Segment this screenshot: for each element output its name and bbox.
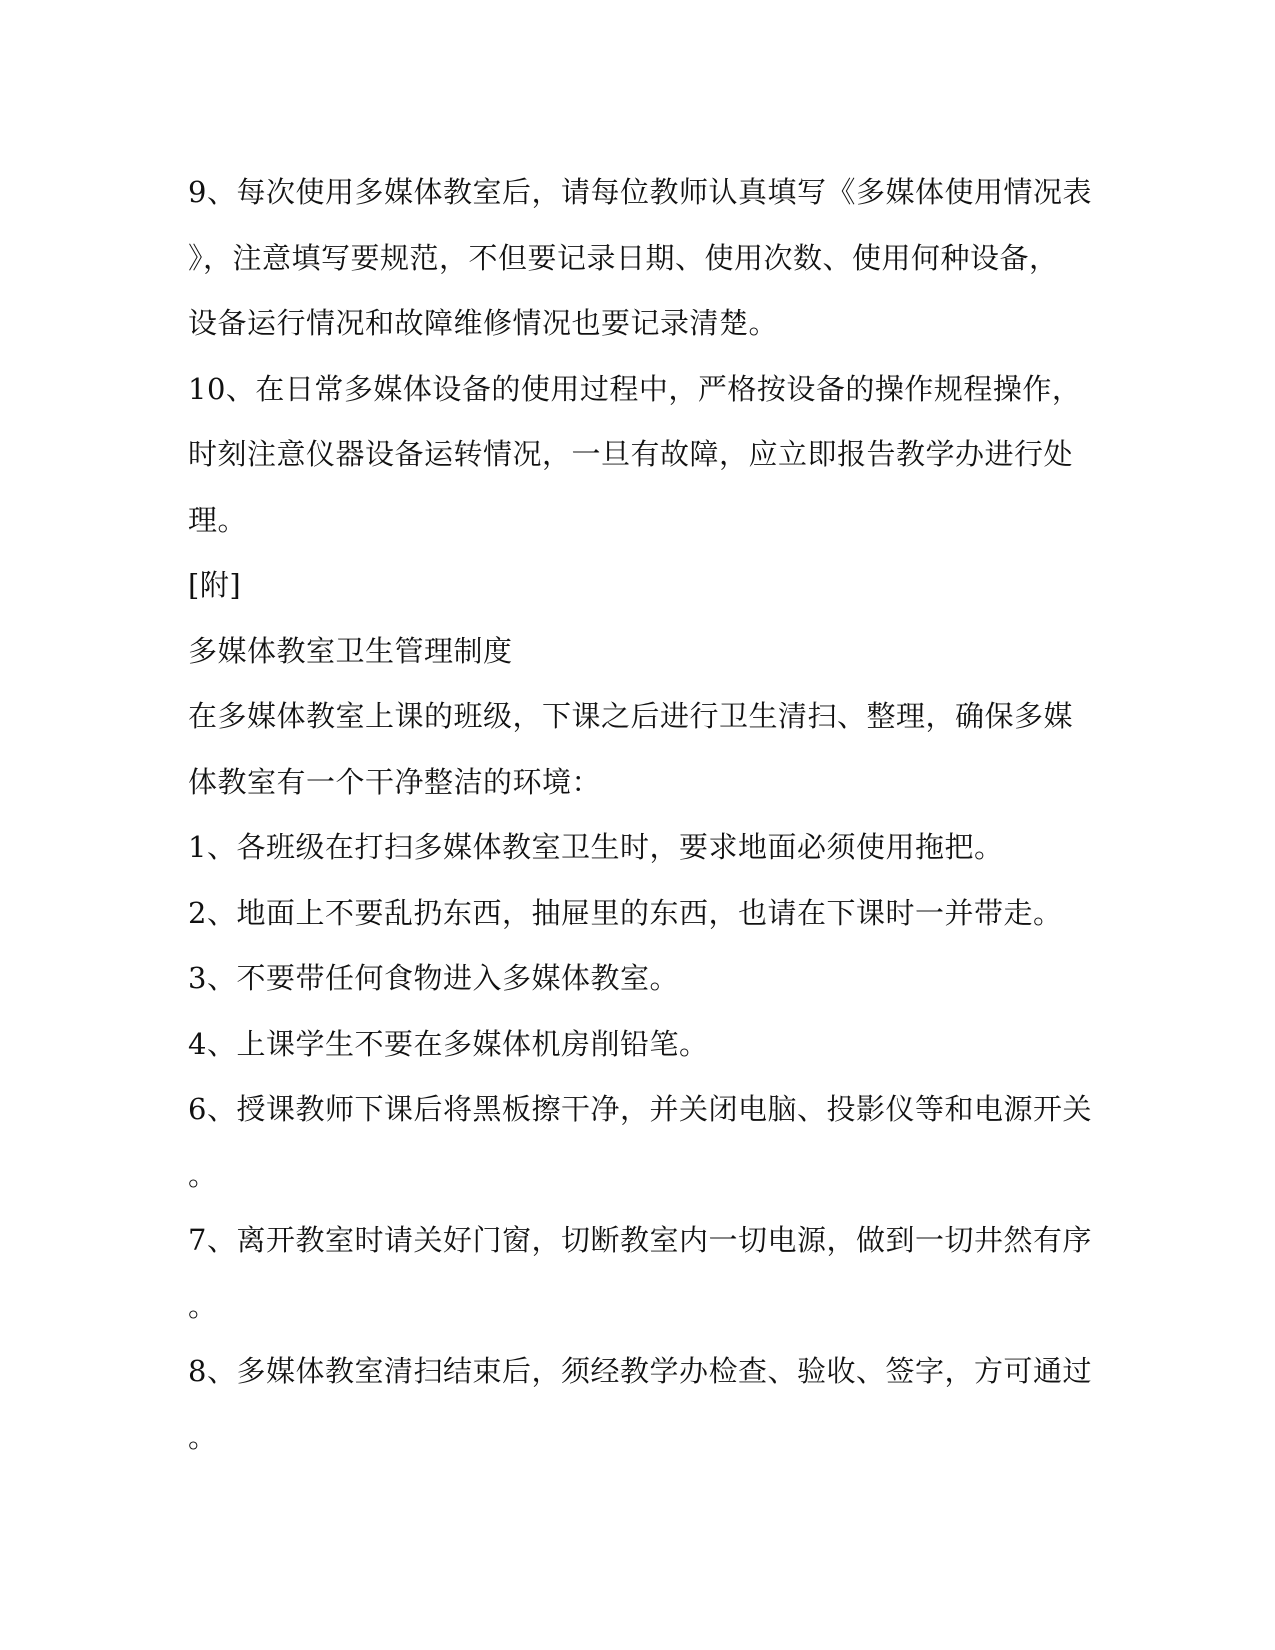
text-line: 9、每次使用多媒体教室后，请每位教师认真填写《多媒体使用情况表 xyxy=(188,175,1092,209)
text-line: 设备运行情况和故障维修情况也要记录清楚。 xyxy=(188,306,779,340)
text-line: 在多媒体教室上课的班级，下课之后进行卫生清扫、整理，确保多媒 xyxy=(188,699,1074,733)
list-item: 7、离开教室时请关好门窗，切断教室内一切电源，做到一切井然有序 xyxy=(188,1223,1092,1257)
text-line: 时刻注意仪器设备运转情况，一旦有故障，应立即报告教学办进行处 xyxy=(188,437,1074,471)
text-line: 体教室有一个干净整洁的环境： xyxy=(188,764,602,799)
list-item: 4、上课学生不要在多媒体机房削铅笔。 xyxy=(188,1026,709,1061)
list-item: 2、地面上不要乱扔东西，抽屉里的东西，也请在下课时一并带走。 xyxy=(188,895,1063,930)
list-item: 1、各班级在打扫多媒体教室卫生时，要求地面必须使用拖把。 xyxy=(188,830,1004,864)
text-line: 。 xyxy=(188,1419,218,1454)
text-line: 10、在日常多媒体设备的使用过程中，严格按设备的操作规程操作， xyxy=(188,371,1082,406)
list-item: 3、不要带任何食物进入多媒体教室。 xyxy=(188,961,679,995)
text-line: 。 xyxy=(188,1157,218,1192)
text-line: 理。 xyxy=(188,502,248,537)
document-body xyxy=(188,160,1092,1470)
list-item: 6、授课教师下课后将黑板擦干净，并关闭电脑、投影仪等和电源开关 xyxy=(188,1092,1092,1126)
appendix-marker: [附] xyxy=(188,568,242,602)
text-line: 。 xyxy=(188,1288,218,1323)
text-line: 》，注意填写要规范，不但要记录日期、使用次数、使用何种设备， xyxy=(188,240,1059,275)
list-item: 8、多媒体教室清扫结束后，须经教学办检查、验收、签字，方可通过 xyxy=(188,1354,1092,1388)
section-title: 多媒体教室卫生管理制度 xyxy=(188,633,513,668)
